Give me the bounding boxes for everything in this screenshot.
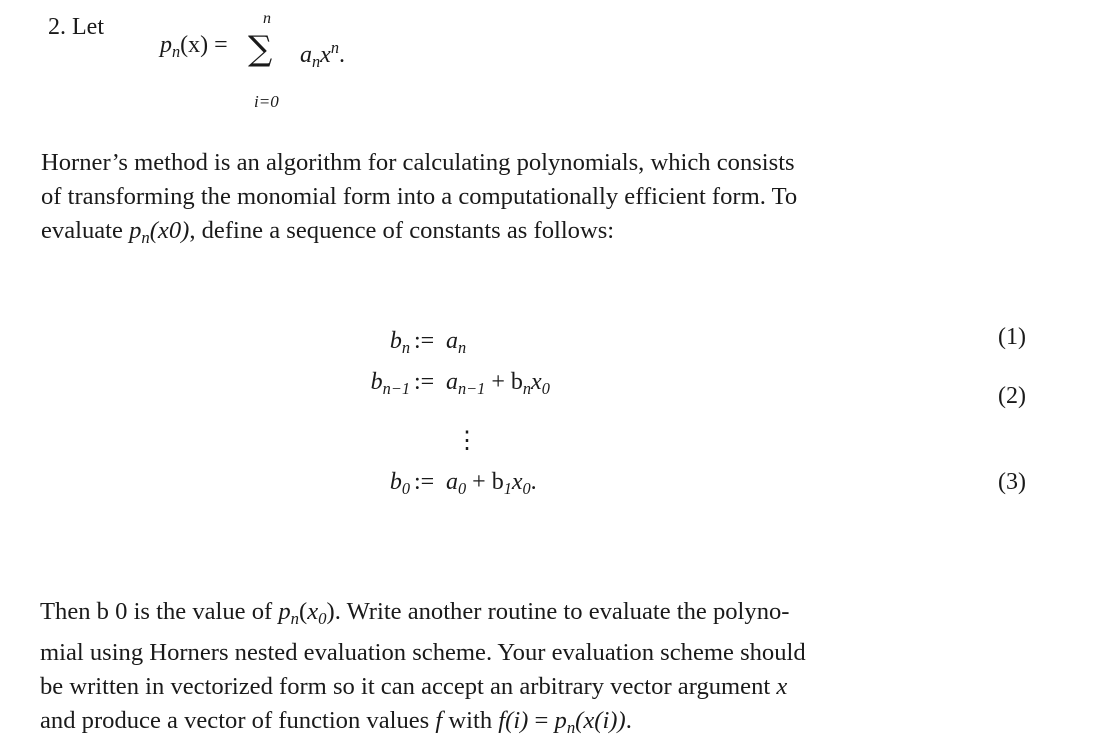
inline-math-paren: ( xyxy=(299,598,308,625)
equation-rhs xyxy=(446,367,550,404)
assign-operator: := xyxy=(414,469,435,495)
lhs-symbol: b xyxy=(389,328,402,354)
lhs-symbol: b xyxy=(370,369,383,395)
paragraph-line xyxy=(40,595,806,636)
sum-lower-limit: i=0 xyxy=(254,92,279,111)
paragraph-line xyxy=(40,670,806,704)
rhs-symbol: a xyxy=(446,469,458,495)
equation-lhs xyxy=(300,467,410,504)
body-x-exponent: n xyxy=(330,38,339,57)
text-run: be written in vectorized form so it can accept an arbitrary vector argument xyxy=(40,673,777,701)
assign-operator: := xyxy=(414,328,435,354)
inline-math-subscript: n xyxy=(290,609,300,629)
rhs-subscript: n xyxy=(522,378,532,398)
definition-lhs xyxy=(160,30,228,67)
inline-math-argument: (x(i)) xyxy=(575,707,626,735)
lhs-subscript: n−1 xyxy=(382,378,410,398)
rhs-subscript: 1 xyxy=(503,478,512,498)
lhs-p-subscript: n xyxy=(172,41,181,61)
equation-number: (3) xyxy=(998,469,1026,495)
paragraph-line xyxy=(40,704,806,745)
text-run: , define a sequence of constants as follows: xyxy=(189,217,615,244)
vertical-ellipsis-icon: ⋮ xyxy=(455,428,479,454)
paragraph-line: Horner’s method is an algorithm for calculating polynomials, which consists xyxy=(41,149,795,176)
paragraph-line xyxy=(41,214,797,255)
assign-operator: := xyxy=(414,369,435,395)
body-x: x xyxy=(320,41,331,68)
rhs-subscript: n−1 xyxy=(458,378,486,398)
rhs-term: + b xyxy=(485,369,523,395)
text-run: with xyxy=(442,707,499,735)
paragraph-task xyxy=(40,595,806,745)
text-run: Then b 0 is the value of xyxy=(40,598,279,625)
inline-math-p: p xyxy=(129,217,142,244)
lhs-p: p xyxy=(160,32,172,58)
rhs-symbol: a xyxy=(446,328,458,354)
inline-math-subscript: n xyxy=(141,228,150,248)
equation-lhs xyxy=(300,326,410,363)
equation-number: (1) xyxy=(998,324,1026,350)
text-run: . xyxy=(625,707,632,735)
sum-body xyxy=(300,38,345,72)
summation-icon: ∑ xyxy=(248,29,273,69)
body-a: a xyxy=(300,41,312,68)
inline-math-argument: (x0) xyxy=(149,217,190,244)
rhs-subscript: 0 xyxy=(522,478,531,498)
rhs-term: + b xyxy=(466,469,504,495)
inline-math-paren: ) xyxy=(326,598,335,625)
inline-math-p: p xyxy=(554,707,567,735)
inline-math-argument: (i) xyxy=(505,707,529,735)
sum-upper-limit: n xyxy=(263,10,271,27)
lhs-symbol: b xyxy=(389,469,402,495)
body-end: . xyxy=(338,41,345,68)
lhs-argument: (x) = xyxy=(180,32,228,58)
inline-math-p: p xyxy=(278,598,291,625)
body-a-subscript: n xyxy=(312,51,321,71)
paragraph-line: mial using Horners nested evaluation scheme. Your evaluation scheme should xyxy=(40,639,806,667)
equation-rhs xyxy=(446,326,466,363)
text-run: and produce a vector of function values xyxy=(40,707,436,735)
rhs-subscript: 0 xyxy=(541,378,550,398)
rhs-subscript: n xyxy=(458,337,467,357)
rhs-symbol: x xyxy=(531,369,542,395)
text-run: evaluate xyxy=(41,217,130,244)
equation-rhs xyxy=(446,467,537,504)
inline-math-x: x xyxy=(776,673,788,701)
problem-number: 2. Let xyxy=(48,14,104,40)
text-run: . Write another routine to evaluate the polyno- xyxy=(334,598,790,625)
rhs-symbol: a xyxy=(446,369,458,395)
lhs-subscript: 0 xyxy=(401,478,410,498)
inline-math-subscript: 0 xyxy=(318,609,327,629)
paragraph-line: of transforming the monomial form into a computationally efficient form. To xyxy=(41,183,798,210)
inline-math-x: x xyxy=(307,598,319,625)
inline-math-equals: = xyxy=(528,707,555,735)
rhs-subscript: 0 xyxy=(458,478,467,498)
rhs-symbol: x xyxy=(511,469,523,495)
rhs-end: . xyxy=(530,469,537,495)
equation-number: (2) xyxy=(998,383,1026,409)
inline-math-f: f xyxy=(498,707,506,735)
inline-math-f: f xyxy=(435,707,443,735)
paragraph-horner-intro xyxy=(41,146,797,255)
inline-math-subscript: n xyxy=(566,718,576,738)
lhs-subscript: n xyxy=(401,337,410,357)
equation-lhs xyxy=(300,367,410,404)
